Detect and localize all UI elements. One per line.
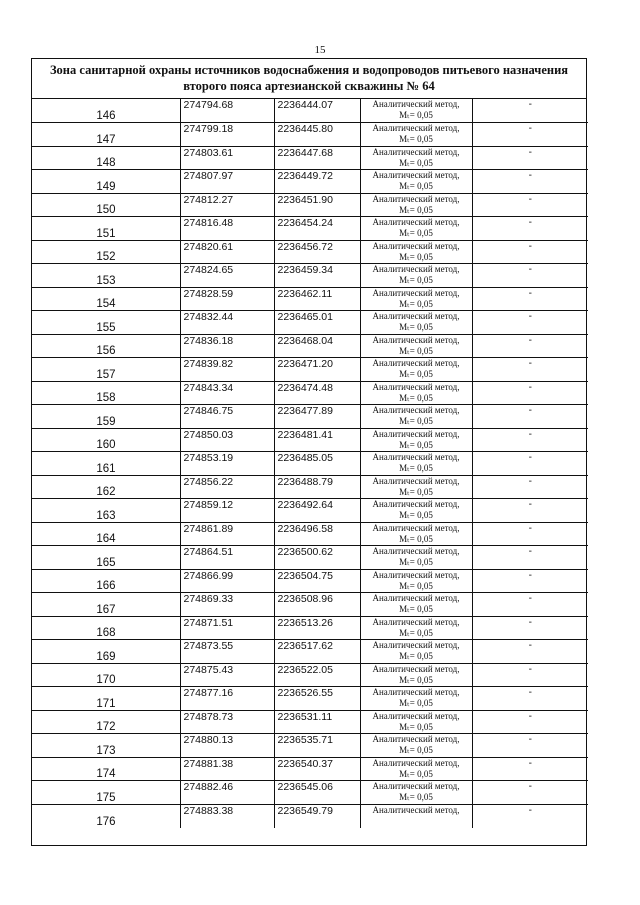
method-cell: [360, 405, 472, 429]
point-number: 175: [32, 781, 180, 805]
accuracy-label: Mₜ= 0,05: [399, 251, 433, 262]
extra-value: -: [472, 546, 588, 570]
coordinate-y: 2236488.79: [274, 475, 360, 499]
point-number: 159: [32, 405, 180, 429]
method-cell: [360, 240, 472, 264]
point-number: 164: [32, 522, 180, 546]
method-label: Аналитический метод,: [372, 781, 460, 791]
coordinate-y: 2236481.41: [274, 428, 360, 452]
accuracy-label: Mₜ= 0,05: [399, 439, 433, 450]
accuracy-label: Mₜ= 0,05: [399, 580, 433, 591]
table-row: [32, 804, 588, 828]
table-row: [32, 334, 588, 358]
method-cell: [360, 264, 472, 288]
table-row: [32, 193, 588, 217]
method-label: Аналитический метод,: [372, 522, 460, 533]
point-number: 154: [32, 287, 180, 311]
method-cell: [360, 499, 472, 523]
coordinate-y: 2236522.05: [274, 663, 360, 687]
coordinate-y: 2236485.05: [274, 452, 360, 476]
extra-value: -: [472, 475, 588, 499]
coordinate-y: 2236549.79: [274, 804, 360, 828]
table-row: [32, 287, 588, 311]
method-label: Аналитический метод,: [372, 475, 460, 486]
extra-value: -: [472, 781, 588, 805]
table-row: [32, 734, 588, 758]
method-cell: [360, 781, 472, 805]
extra-value: -: [528, 804, 532, 816]
coordinate-x: 274853.19: [180, 452, 274, 476]
accuracy-label: Mₜ= 0,05: [399, 721, 433, 732]
method-label: Аналитический метод,: [372, 287, 460, 298]
accuracy-label: Mₜ= 0,05: [399, 275, 433, 285]
coordinate-y: 2236459.34: [274, 264, 360, 288]
coordinate-y: 2236531.11: [274, 710, 360, 734]
coordinate-y: 2236545.06: [274, 781, 360, 805]
table-row: [32, 405, 588, 429]
method-label: Аналитический метод,: [372, 734, 460, 744]
point-number: 174: [32, 757, 180, 781]
accuracy-label: Mₜ= 0,05: [399, 298, 433, 309]
table-row: [32, 687, 588, 711]
table-row: [32, 264, 588, 288]
accuracy-label: Mₜ= 0,05: [399, 674, 433, 685]
coordinate-y: 2236500.62: [274, 546, 360, 570]
accuracy-label: Mₜ= 0,05: [399, 557, 433, 567]
extra-value: -: [472, 616, 588, 640]
extra-value: -: [472, 170, 588, 194]
method-cell: [360, 640, 472, 664]
point-number: 162: [32, 475, 180, 499]
table-row: [32, 146, 588, 170]
method-label: Аналитический метод,: [372, 452, 460, 462]
coordinate-y: 2236513.26: [274, 616, 360, 640]
coordinate-y: 2236465.01: [274, 311, 360, 335]
extra-value: -: [472, 710, 588, 734]
accuracy-label: Mₜ= 0,05: [399, 181, 433, 191]
coordinate-y: 2236456.72: [274, 240, 360, 264]
table-title: [32, 59, 586, 99]
method-cell: [360, 593, 472, 617]
method-cell: [360, 475, 472, 499]
table-row: [32, 217, 588, 241]
table-row: [32, 381, 588, 405]
table-row: [32, 569, 588, 593]
point-number: 171: [32, 687, 180, 711]
coordinate-x: 274846.75: [180, 405, 274, 429]
coordinate-y: 2236474.48: [274, 381, 360, 405]
point-number: 153: [32, 264, 180, 288]
extra-value: -: [472, 499, 588, 523]
extra-value: -: [472, 193, 588, 217]
table-row: [32, 757, 588, 781]
extra-value: -: [472, 217, 588, 241]
extra-value: -: [472, 146, 588, 170]
method-label: Аналитический метод,: [372, 593, 460, 603]
table-row: [32, 781, 588, 805]
table-row: [32, 499, 588, 523]
point-number: 148: [32, 146, 180, 170]
coordinate-x: 274816.48: [180, 217, 274, 241]
point-number: 172: [32, 710, 180, 734]
method-label: Аналитический метод,: [372, 640, 460, 650]
extra-value: -: [472, 522, 588, 546]
extra-value: -: [472, 123, 588, 147]
coordinate-x: 274871.51: [180, 616, 274, 640]
extra-value: -: [472, 593, 588, 617]
method-label: Аналитический метод,: [372, 146, 460, 157]
coordinate-x: 274828.59: [180, 287, 274, 311]
method-label: Аналитический метод,: [372, 710, 460, 721]
coordinate-x: 274832.44: [180, 311, 274, 335]
extra-value: -: [472, 663, 588, 687]
accuracy-label: Mₜ= 0,05: [399, 463, 433, 473]
table-row: [32, 240, 588, 264]
extra-value: -: [472, 264, 588, 288]
extra-value: -: [472, 428, 588, 452]
accuracy-label: Mₜ= 0,05: [399, 134, 433, 144]
extra-value: -: [472, 381, 588, 405]
accuracy-label: Mₜ= 0,05: [399, 745, 433, 755]
coordinate-y: 2236526.55: [274, 687, 360, 711]
coordinate-x: 274824.65: [180, 264, 274, 288]
method-label: Аналитический метод,: [372, 381, 460, 392]
accuracy-label: Mₜ= 0,05: [399, 157, 433, 168]
method-label: Аналитический метод,: [372, 405, 460, 415]
coordinate-x: 274877.16: [180, 687, 274, 711]
extra-value: -: [472, 569, 588, 593]
coordinate-y: 2236496.58: [274, 522, 360, 546]
extra-value: -: [472, 358, 588, 382]
extra-value: -: [472, 240, 588, 264]
point-number: 160: [32, 428, 180, 452]
table-row: [32, 99, 588, 123]
table-row: [32, 475, 588, 499]
coordinate-x: 274873.55: [180, 640, 274, 664]
accuracy-label: Mₜ= 0,05: [399, 651, 433, 661]
table-title-line-2: второго пояса артезианской скважины № 64: [183, 79, 435, 93]
method-label: Аналитический метод,: [372, 264, 460, 274]
method-cell: [360, 663, 472, 687]
table-row: [32, 170, 588, 194]
extra-value: -: [472, 334, 588, 358]
method-cell: [360, 193, 472, 217]
extra-value: -: [472, 687, 588, 711]
coordinate-x: 274812.27: [180, 193, 274, 217]
coordinate-x: 274869.33: [180, 593, 274, 617]
table-row: [32, 311, 588, 335]
coordinate-x: 274875.43: [180, 663, 274, 687]
method-label: Аналитический метод,: [372, 358, 460, 368]
point-number: 168: [32, 616, 180, 640]
coordinate-y: 2236477.89: [274, 405, 360, 429]
coordinate-x: 274839.82: [180, 358, 274, 382]
method-label: Аналитический метод,: [372, 334, 460, 345]
coordinate-y: 2236517.62: [274, 640, 360, 664]
coordinates-table-body: [32, 99, 588, 828]
accuracy-label: Mₜ= 0,05: [399, 345, 433, 356]
accuracy-label: Mₜ= 0,05: [399, 627, 433, 638]
point-number: 176: [32, 804, 180, 828]
coordinate-y: 2236449.72: [274, 170, 360, 194]
method-label: Аналитический метод,: [372, 311, 460, 321]
method-label: Аналитический метод,: [372, 616, 460, 627]
coordinate-x: 274880.13: [180, 734, 274, 758]
method-label: Аналитический метод,: [372, 663, 460, 674]
method-label: Аналитический метод,: [372, 499, 460, 509]
method-cell: [360, 734, 472, 758]
coordinate-x: 274856.22: [180, 475, 274, 499]
table-row: [32, 428, 588, 452]
method-cell: [360, 146, 472, 170]
coordinate-y: 2236468.04: [274, 334, 360, 358]
point-number: 147: [32, 123, 180, 147]
accuracy-label: Mₜ= 0,05: [399, 698, 433, 708]
coordinate-y: 2236492.64: [274, 499, 360, 523]
coordinate-x: 274882.46: [180, 781, 274, 805]
extra-value: -: [472, 311, 588, 335]
method-label: Аналитический метод,: [372, 546, 460, 556]
coordinate-x: 274820.61: [180, 240, 274, 264]
method-cell: [360, 311, 472, 335]
coordinate-y: 2236540.37: [274, 757, 360, 781]
accuracy-label: Mₜ= 0,05: [399, 416, 433, 426]
method-label: Аналитический метод,: [372, 193, 460, 204]
point-number: 156: [32, 334, 180, 358]
point-number: 152: [32, 240, 180, 264]
table-row: [32, 452, 588, 476]
coordinate-y: 2236454.24: [274, 217, 360, 241]
extra-value: -: [472, 99, 588, 123]
table-row: [32, 640, 588, 664]
method-label: Аналитический метод,: [372, 428, 460, 439]
coordinate-x: 274836.18: [180, 334, 274, 358]
method-cell: [360, 710, 472, 734]
point-number: 163: [32, 499, 180, 523]
extra-value: -: [472, 287, 588, 311]
point-number: 157: [32, 358, 180, 382]
method-cell: [360, 569, 472, 593]
coordinate-y: 2236462.11: [274, 287, 360, 311]
method-cell: [360, 170, 472, 194]
method-label: Аналитический метод,: [372, 569, 460, 580]
coordinate-y: 2236445.80: [274, 123, 360, 147]
coordinate-y: 2236504.75: [274, 569, 360, 593]
method-cell: [360, 217, 472, 241]
coordinate-y: 2236444.07: [274, 99, 360, 123]
table-title-line-1: Зона санитарной охраны источников водоснабжения и водопроводов питьевого назначения: [49, 63, 569, 77]
method-label: Аналитический метод,: [372, 170, 460, 180]
accuracy-label: Mₜ= 0,05: [399, 392, 433, 403]
table-row: [32, 663, 588, 687]
extra-value: -: [472, 734, 588, 758]
method-label: Аналитический метод,: [372, 99, 460, 109]
coordinate-x: 274850.03: [180, 428, 274, 452]
table-row: [32, 593, 588, 617]
accuracy-label: Mₜ= 0,05: [399, 369, 433, 379]
point-number: 158: [32, 381, 180, 405]
coordinate-y: 2236447.68: [274, 146, 360, 170]
point-number: 170: [32, 663, 180, 687]
coordinate-x: 274866.99: [180, 569, 274, 593]
method-cell: [360, 428, 472, 452]
coordinate-x: 274794.68: [180, 99, 274, 123]
extra-value: -: [472, 640, 588, 664]
accuracy-label: Mₜ= 0,05: [399, 768, 433, 779]
point-number: 150: [32, 193, 180, 217]
table-row: [32, 358, 588, 382]
method-cell: [360, 522, 472, 546]
accuracy-label: Mₜ= 0,05: [399, 228, 433, 238]
accuracy-label: Mₜ= 0,05: [399, 204, 433, 215]
point-number: 155: [32, 311, 180, 335]
point-number: 151: [32, 217, 180, 241]
method-cell: [360, 616, 472, 640]
coordinate-x: 274859.12: [180, 499, 274, 523]
table-row: [32, 522, 588, 546]
accuracy-label: Mₜ= 0,05: [399, 322, 433, 332]
method-cell: [360, 334, 472, 358]
coordinate-x: 274843.34: [180, 381, 274, 405]
method-label: Аналитический метод,: [372, 123, 460, 133]
method-cell: [360, 123, 472, 147]
point-number: 146: [32, 99, 180, 123]
coordinate-x: 274883.38: [180, 804, 274, 828]
method-cell: [360, 358, 472, 382]
accuracy-label: Mₜ= 0,05: [399, 792, 433, 802]
table-row: [32, 710, 588, 734]
table-row: [32, 546, 588, 570]
point-number: 166: [32, 569, 180, 593]
coordinate-x: 274881.38: [180, 757, 274, 781]
accuracy-label: Mₜ= 0,05: [399, 486, 433, 497]
method-cell: [360, 381, 472, 405]
extra-value: -: [472, 757, 588, 781]
document-table: [31, 58, 587, 846]
method-cell: [360, 687, 472, 711]
accuracy-label: Mₜ= 0,05: [399, 510, 433, 520]
method-cell: [360, 546, 472, 570]
coordinate-y: 2236535.71: [274, 734, 360, 758]
method-label: Аналитический метод,: [372, 240, 460, 251]
method-label: Аналитический метод,: [372, 804, 460, 815]
point-number: 161: [32, 452, 180, 476]
coordinate-y: 2236471.20: [274, 358, 360, 382]
coordinate-y: 2236451.90: [274, 193, 360, 217]
accuracy-label: Mₜ= 0,05: [399, 604, 433, 614]
table-row: [32, 123, 588, 147]
method-cell: [360, 452, 472, 476]
point-number: 173: [32, 734, 180, 758]
accuracy-label: Mₜ= 0,05: [399, 533, 433, 544]
coordinate-x: 274803.61: [180, 146, 274, 170]
method-cell: [360, 99, 472, 123]
coordinate-x: 274864.51: [180, 546, 274, 570]
point-number: 167: [32, 593, 180, 617]
extra-value: -: [472, 405, 588, 429]
accuracy-label: Mₜ= 0,05: [399, 110, 433, 120]
coordinate-x: 274807.97: [180, 170, 274, 194]
coordinate-x: 274861.89: [180, 522, 274, 546]
method-label: Аналитический метод,: [372, 757, 460, 768]
point-number: 149: [32, 170, 180, 194]
coordinate-x: 274799.18: [180, 123, 274, 147]
point-number: 169: [32, 640, 180, 664]
coordinate-x: 274878.73: [180, 710, 274, 734]
coordinates-table: [32, 99, 588, 828]
point-number: 165: [32, 546, 180, 570]
extra-value: -: [472, 452, 588, 476]
method-label: Аналитический метод,: [372, 687, 460, 697]
method-cell: [360, 757, 472, 781]
coordinate-y: 2236508.96: [274, 593, 360, 617]
method-label: Аналитический метод,: [372, 217, 460, 227]
method-cell: [360, 804, 472, 828]
method-cell: [360, 287, 472, 311]
table-row: [32, 616, 588, 640]
page-number: 15: [314, 44, 326, 56]
